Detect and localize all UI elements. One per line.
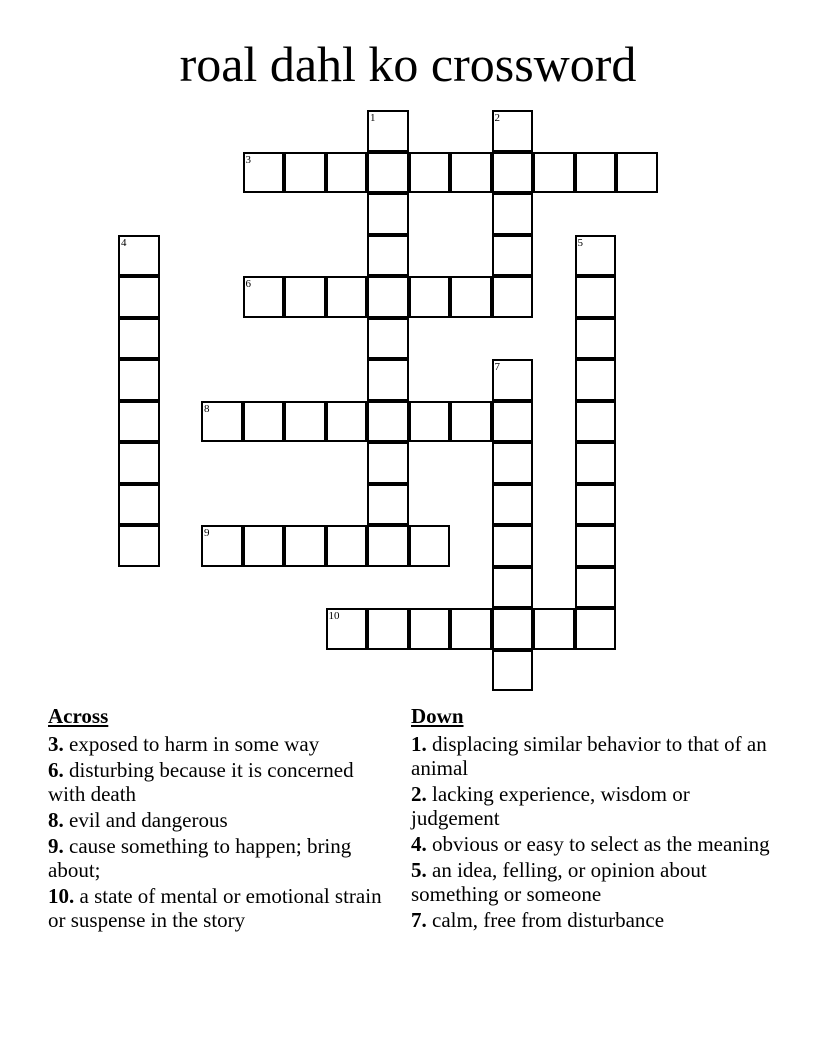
clue-text: evil and dangerous — [69, 808, 228, 832]
grid-cell[interactable] — [575, 401, 617, 443]
grid-cell[interactable] — [367, 235, 409, 277]
grid-cell[interactable] — [326, 525, 368, 567]
clue-across — [48, 834, 393, 882]
grid-cell[interactable] — [492, 235, 534, 277]
clue-number: 9. — [48, 834, 64, 858]
grid-cell[interactable] — [575, 525, 617, 567]
grid-cell[interactable] — [367, 193, 409, 235]
grid-cell[interactable] — [492, 525, 534, 567]
clue-down — [411, 908, 771, 932]
cell-number: 8 — [204, 402, 210, 415]
clue-text: exposed to harm in some way — [69, 732, 320, 756]
grid-cell[interactable] — [367, 152, 409, 194]
grid-cell[interactable] — [284, 525, 326, 567]
cell-number: 2 — [494, 112, 500, 124]
clue-across — [48, 732, 393, 756]
grid-cell[interactable] — [409, 608, 451, 650]
clue-text: disturbing because it is concerned with death — [48, 758, 354, 806]
grid-cell[interactable] — [575, 276, 617, 318]
grid-cell[interactable] — [575, 608, 617, 650]
across-clues — [48, 703, 393, 934]
clue-text: an idea, felling, or opinion about something or someone — [411, 858, 707, 906]
clue-number: 1. — [411, 732, 427, 756]
grid-cell[interactable] — [575, 152, 617, 194]
grid-cell[interactable] — [118, 401, 160, 443]
clue-number: 3. — [48, 732, 64, 756]
clue-across — [48, 758, 393, 806]
clue-down — [411, 832, 771, 856]
grid-cell[interactable] — [409, 525, 451, 567]
grid-cell[interactable] — [409, 401, 451, 443]
down-clues — [411, 703, 771, 934]
clue-number: 10. — [48, 884, 75, 908]
grid-cell[interactable] — [201, 401, 243, 443]
grid-cell[interactable] — [533, 152, 575, 194]
grid-cell[interactable] — [492, 650, 534, 692]
clue-number: 4. — [411, 832, 427, 856]
grid-cell[interactable] — [616, 152, 658, 194]
grid-cell[interactable] — [326, 276, 368, 318]
grid-cell[interactable] — [118, 484, 160, 526]
cell-number: 9 — [204, 527, 210, 539]
clue-down — [411, 732, 771, 780]
clue-number: 8. — [48, 808, 64, 832]
clue-number: 2. — [411, 782, 427, 806]
grid-cell[interactable] — [201, 525, 243, 567]
grid-cell[interactable] — [492, 110, 534, 152]
grid-cell[interactable] — [492, 359, 534, 401]
grid-cell[interactable] — [326, 152, 368, 194]
grid-cell[interactable] — [575, 318, 617, 360]
grid-cell[interactable] — [284, 276, 326, 318]
grid-cell[interactable] — [533, 608, 575, 650]
cell-number: 3 — [245, 153, 251, 166]
grid-cell[interactable] — [118, 318, 160, 360]
grid-cell[interactable] — [492, 401, 534, 443]
grid-cell[interactable] — [575, 359, 617, 401]
clue-down — [411, 858, 771, 906]
clue-text: obvious or easy to select as the meaning — [432, 832, 770, 856]
grid-cell[interactable] — [243, 525, 285, 567]
grid-cell[interactable] — [367, 442, 409, 484]
grid-cell[interactable] — [492, 152, 534, 194]
grid-cell[interactable] — [492, 193, 534, 235]
grid-cell[interactable] — [118, 525, 160, 567]
cell-number: 4 — [121, 236, 127, 249]
grid-cell[interactable] — [409, 152, 451, 194]
grid-cell[interactable] — [118, 359, 160, 401]
grid-cell[interactable] — [367, 318, 409, 360]
grid-cell[interactable] — [367, 359, 409, 401]
cell-number: 7 — [494, 361, 500, 373]
grid-cell[interactable] — [450, 608, 492, 650]
grid-cell[interactable] — [450, 401, 492, 443]
grid-cell[interactable] — [367, 276, 409, 318]
cell-number: 10 — [328, 610, 340, 622]
grid-cell[interactable] — [367, 484, 409, 526]
grid-cell[interactable] — [118, 442, 160, 484]
grid-cell[interactable] — [284, 152, 326, 194]
cell-number: 6 — [245, 278, 251, 290]
grid-cell[interactable] — [243, 152, 285, 194]
grid-cell[interactable] — [575, 442, 617, 484]
page-title: roal dahl ko crossword — [179, 36, 637, 92]
cell-number: 1 — [370, 112, 376, 124]
grid-cell[interactable] — [118, 235, 160, 277]
grid-cell[interactable] — [367, 525, 409, 567]
clue-text: lacking experience, wisdom or judgement — [411, 782, 690, 830]
grid-cell[interactable] — [118, 276, 160, 318]
grid-cell[interactable] — [326, 401, 368, 443]
grid-cell[interactable] — [492, 276, 534, 318]
clue-number: 5. — [411, 858, 427, 882]
grid-cell[interactable] — [284, 401, 326, 443]
grid-cell[interactable] — [492, 484, 534, 526]
grid-cell[interactable] — [326, 608, 368, 650]
clue-down — [411, 782, 771, 830]
clue-text: displacing similar behavior to that of an animal — [411, 732, 767, 780]
across-heading: Across — [48, 704, 109, 728]
grid-cell[interactable] — [492, 608, 534, 650]
grid-cell[interactable] — [367, 401, 409, 443]
grid-cell[interactable] — [243, 276, 285, 318]
grid-cell[interactable] — [450, 276, 492, 318]
grid-cell[interactable] — [409, 276, 451, 318]
clue-text: a state of mental or emotional strain or suspense in the story — [48, 884, 382, 932]
grid-cell[interactable] — [575, 567, 617, 609]
clue-number: 7. — [411, 908, 427, 932]
clue-number: 6. — [48, 758, 64, 782]
clue-across — [48, 808, 393, 832]
grid-cell[interactable] — [243, 401, 285, 443]
grid-cell[interactable] — [367, 110, 409, 152]
grid-cell[interactable] — [575, 484, 617, 526]
grid-cell[interactable] — [492, 442, 534, 484]
grid-cell[interactable] — [367, 608, 409, 650]
clue-text: cause something to happen; bring about; — [48, 834, 352, 882]
grid-cell[interactable] — [575, 235, 617, 277]
clue-across — [48, 884, 393, 932]
clue-text: calm, free from disturbance — [432, 908, 665, 932]
grid-cell[interactable] — [450, 152, 492, 194]
cell-number: 5 — [577, 236, 583, 249]
grid-cell[interactable] — [492, 567, 534, 609]
down-heading: Down — [411, 704, 464, 728]
